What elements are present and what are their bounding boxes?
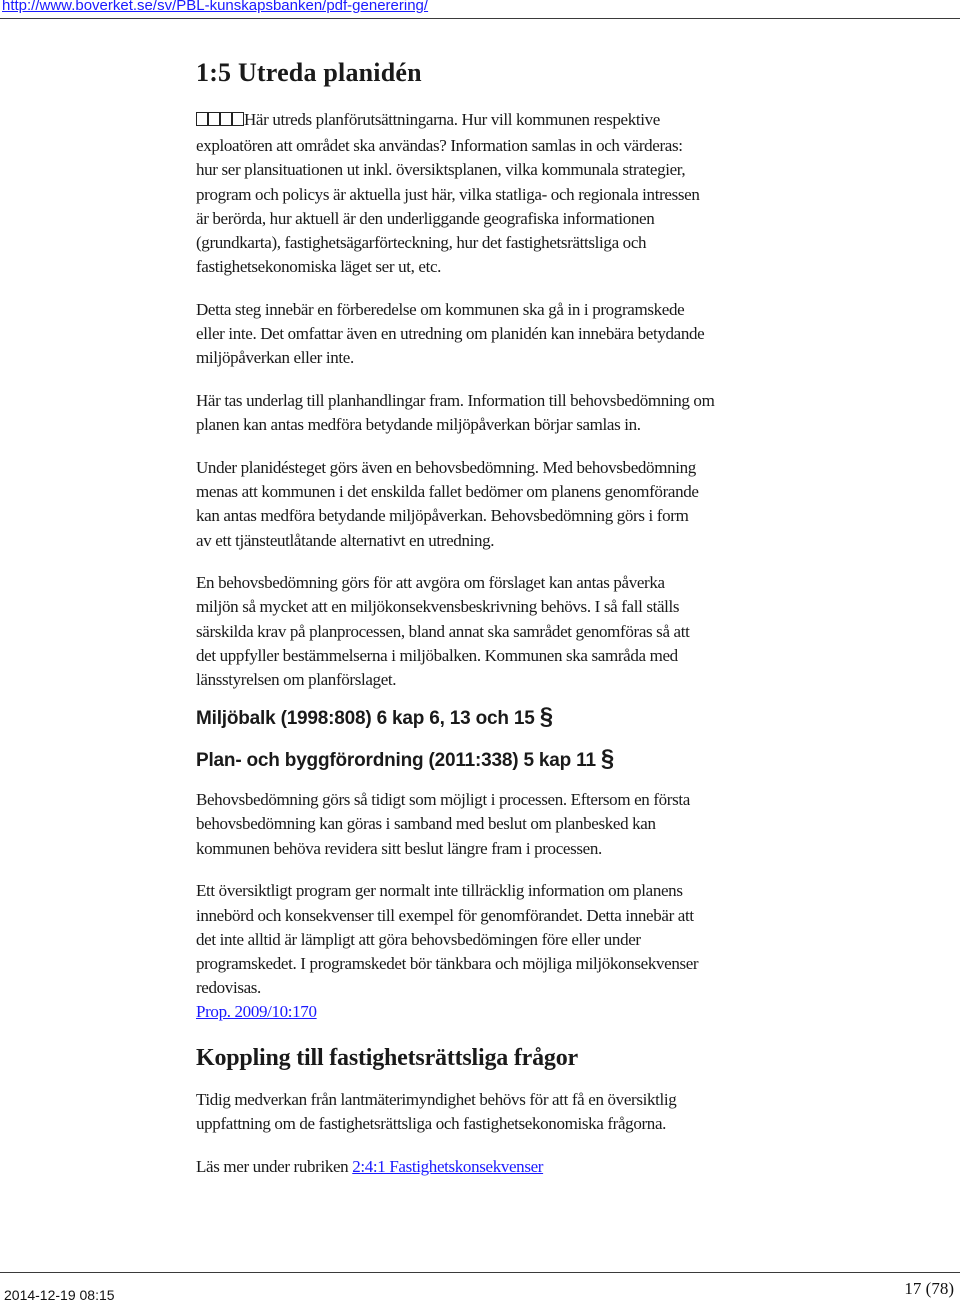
source-url-link[interactable]: http://www.boverket.se/sv/PBL-kunskapsbanken/pdf-generering/ xyxy=(2,0,429,14)
section-heading: Koppling till fastighetsrättsliga frågor xyxy=(196,1044,578,1071)
footer-page-number: 17 (78) xyxy=(904,1279,954,1298)
intro-paragraph: Här utreds planförutsättningarna. Hur vill kommunen respektive exploatören att området ska användas? Information samlas in och värderas: hur ser plansituationen ut inkl. översiktsplanen, vilka kommunala strategier, program och policys är aktuella just här, vilka statliga- och regionala intressen är berörda, hur aktuell är den underliggande geografiska informationen (grundkarta), fastighetsägarförteckning, hur det fastighetsrättsliga och fastighetsekonomiska läget ser ut, etc. xyxy=(196,110,700,277)
footer-divider xyxy=(0,1272,960,1273)
behovsbedomning-paragraph: Under planidésteget görs även en behovsbedömning. Med behovsbedömning menas att kommunen i det enskilda fallet bedömer om planens genomförande kan antas medföra betydande miljöpåverkan. Behovsbedömning görs i form av ett tjänsteutlåtande alternativt en utredning. xyxy=(196,457,699,550)
section-sign-icon[interactable]: § xyxy=(600,745,615,773)
prop-link[interactable]: Prop. 2009/10:170 xyxy=(196,1002,317,1022)
tidig-bedomning-paragraph: Behovsbedömning görs så tidigt som möjligt i processen. Eftersom en första behovsbedömning kan göras i samband med beslut om planbesked kan kommunen behöva revidera sitt beslut längre fram i processen. xyxy=(196,790,690,858)
fastighetskonsekvenser-link[interactable]: 2:4:1 Fastighetskonsekvenser xyxy=(352,1156,544,1176)
read-more-paragraph: Läs mer under rubriken 2:4:1 Fastighetskonsekvenser xyxy=(196,1156,544,1176)
law-reference-pbf: Plan- och byggförordning (2011:338) 5 kap 11 § xyxy=(196,745,615,773)
programskede-paragraph: Detta steg innebär en förberedelse om kommunen ska gå in i programskede eller inte. Det omfattar även en utredning om planidén kan innebära betydande miljöpåverkan eller inte. xyxy=(196,299,705,368)
law-reference-miljobalk: Miljöbalk (1998:808) 6 kap 6, 13 och 15 § xyxy=(196,703,553,731)
document-body xyxy=(196,56,896,1179)
underlag-paragraph: Här tas underlag till planhandlingar fram. Information till behovsbedömning om planen kan antas medföra betydande miljöpåverkan börjar samlas in. xyxy=(196,391,715,435)
mkb-paragraph: En behovsbedömning görs för att avgöra om förslaget kan antas påverka miljön så mycket att en miljökonsekvensbeskrivning behövs. I så fall ställs särskilda krav på planprocessen, bland annat ska samrådet genomföras så att det uppfyller bestämmelserna i miljöbalken. Kommunen ska samråda med länsstyrelsen om planförslaget. xyxy=(196,573,690,690)
page-title: 1:5 Utreda planidén xyxy=(196,58,422,87)
header-divider xyxy=(0,18,960,19)
oversiktligt-program-paragraph: Ett översiktligt program ger normalt inte tillräcklig information om planens innebörd och konsekvenser till exempel för genomförandet. Detta innebär att det inte alltid är lämpligt att göra behovsbedömingen före eller under programskedet. I programskedet bör tänkbara och möjliga miljökonsekvenser redovisas. Prop. 2009/10:170 xyxy=(196,881,699,1022)
footer-timestamp: 2014-12-19 08:15 xyxy=(4,1287,115,1303)
section-sign-icon[interactable]: § xyxy=(539,703,553,731)
missing-glyph-icons xyxy=(196,114,244,129)
lantmateri-paragraph: Tidig medverkan från lantmäterimyndighet behövs för att få en översiktlig uppfattning om de fastighetsrättsliga och fastighetsekonomiska frågorna. xyxy=(196,1089,677,1133)
